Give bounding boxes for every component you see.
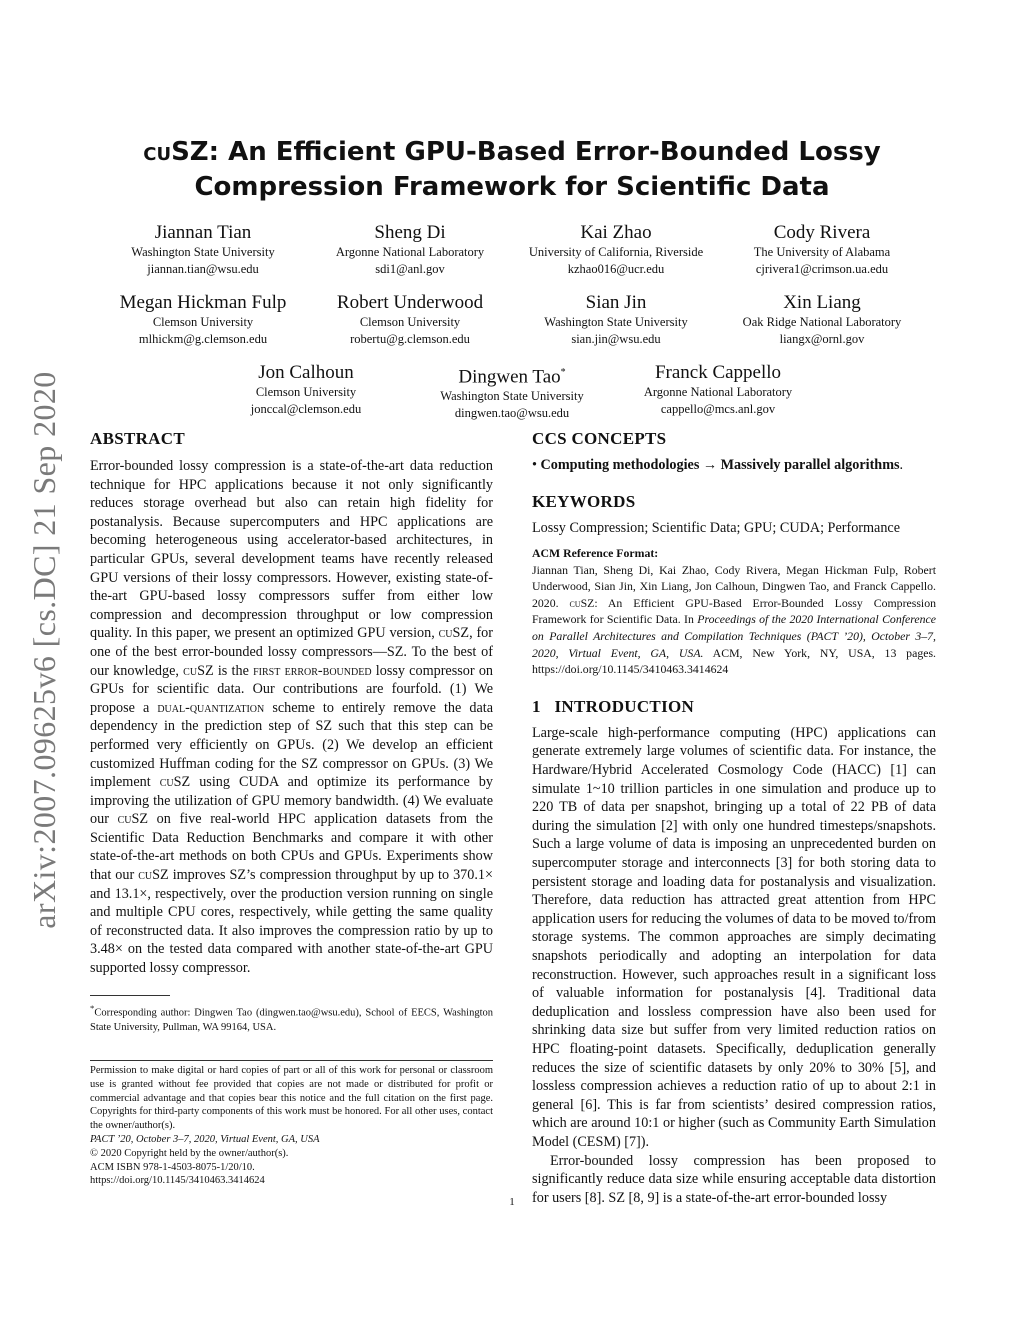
author-email[interactable]: sian.jin@wsu.edu <box>571 332 661 346</box>
footnote-text: Corresponding author: Dingwen Tao (dingwen.tao@wsu.edu), School of EECS, Washington State University, Pullman, WA 99164, USA. <box>90 1007 493 1033</box>
author-affiliation: Clemson University <box>152 315 254 329</box>
abstract-fragment: scheme to entirely remove the data dependency in the prediction step of SZ such that this step can be performed very efficiently on GPUs. (2) We develop an efficient customized Huffman coding for the SZ compressor on GPUs. (3) We implement <box>90 699 493 791</box>
author-email[interactable]: robertu@g.clemson.edu <box>350 332 470 346</box>
introduction-paragraph: Error-bounded lossy compression has been proposed to significantly reduce data size while ensuring acceptable data distortion for users [8]. SZ [8, 9] is a state-of-the-art error-bounded lossy <box>532 1152 936 1206</box>
doi-link[interactable]: https://doi.org/10.1145/3410463.3414624 <box>90 1175 265 1187</box>
abstract-fragment: on five real-world HPC application datasets from the Scientific Data Reduction Benchmarks and compare it with other state-of-the-art methods on both CPUs and GPUs. Experiments show that our <box>90 811 493 884</box>
ccs-item: Computing methodologies → Massively parallel algorithms <box>540 457 900 473</box>
cusz-name: cuSZ <box>569 595 595 610</box>
author-email[interactable]: cappello@mcs.anl.gov <box>660 402 776 416</box>
author-affiliation: The University of Alabama <box>753 245 891 259</box>
permission-text: Permission to make digital or hard copies of part or all of this work for personal or classroom use is granted without fee provided that copies are not made or distributed for profit or commercial advantage and that copies bear this notice and the full citation on the first page. Copyrights for third-party components of this work must be honored. For all other uses, contact the owner/author(s). <box>90 1065 493 1132</box>
left-column <box>90 428 493 978</box>
author-block <box>593 362 843 418</box>
acm-reference-fragment: : An Efficient GPU-Based Error-Bounded Lossy Compression Framework for Scientific Data. In <box>532 595 936 627</box>
cusz-name: cuSZ <box>438 625 470 642</box>
author-name: Kai Zhao <box>580 222 652 243</box>
author-block <box>697 292 947 348</box>
cusz-name: cuSZ <box>117 811 149 828</box>
page-number: 1 <box>509 1196 515 1208</box>
author-affiliation: Clemson University <box>359 315 461 329</box>
ccs-bullet: • <box>532 457 537 473</box>
keywords-heading: KEYWORDS <box>532 491 636 511</box>
abstract-fragment: Error-bounded lossy compression is a state-of-the-art data reduction technique for HPC applications because it not only significantly reduces storage overhead but also can retain high fidelity for postanalysis. Because supercomputers and HPC applications are becoming heterogeneous using accelerator-based architectures, in particular GPUs, several development teams have recently released GPU versions of their lossy compressors. However, existing state-of-the-art GPU-based lossy compressors suffer from either low compression and decompression throughput or low compression quality. In this paper, we present an optimized GPU version, <box>90 458 493 642</box>
first-error-bounded-term: first error-bounded <box>253 662 372 679</box>
section-number: 1 <box>532 696 541 716</box>
corresponding-author-mark: * <box>560 367 566 378</box>
keywords-text: Lossy Compression; Scientific Data; GPU; CUDA; Performance <box>532 519 901 536</box>
author-affiliation: Oak Ridge National Laboratory <box>742 315 902 329</box>
author-affiliation: Washington State University <box>131 245 275 259</box>
author-name: Xin Liang <box>783 292 861 313</box>
author-name: Franck Cappello <box>654 362 782 383</box>
cusz-name: cuSZ <box>159 774 191 791</box>
acm-reference-proceedings: Proceedings of the 2020 International Conference on Parallel Architectures and Compilation Techniques (PACT ’20), October 3–7, 2020, Virtual Event, GA, USA. <box>532 612 937 660</box>
author-affiliation: Washington State University <box>440 389 584 404</box>
author-name: Sheng Di <box>374 222 446 243</box>
arxiv-stamp <box>20 350 68 950</box>
abstract-text <box>90 457 493 978</box>
ccs-concepts <box>532 456 936 475</box>
section-title: INTRODUCTION <box>554 696 695 716</box>
introduction-paragraph: Large-scale high-performance computing (HPC) applications can generate extremely large volumes of scientific data. For instance, the Hardware/Hybrid Accelerated Cosmology Code (HACC) [1] can simulate 1~10 trillion particles in one simulation and produce up to 220 TB of data per snapshot, bringing up a total of 22 PB of data during the simulation [2] with only one hundred timesteps/snapshots. Such a large volume of data is imposing an unprecedented burden on supercomputer storage and interconnects [3] for both storing data to persistent storage and loading data for postanalysis and visualization. Therefore, data reduction has attracted great attention from HPC application users for reducing the volumes of data to be moved to/from storage systems. The common approaches are simply decimating snapshots periodically and adopting an interpolation for data reconstruction. However, such approaches result in a significant loss of valuable information for postanalysis [4]. Traditional data deduplication and lossless compression have also been used for shrinking data size but suffer from very limited reduction ratios on HPC floating-point datasets. Specifically, deduplication generally reduces the size of scientific datasets by only 20% to 30% [5], and lossless compression achieves a reduction ratio of up to about 2:1 in general [6]. This is far from scientists’ desired compression ratios, which are around 10:1 or higher (such as Community Earth Simulation Model (CESM) [7]). <box>532 724 936 1150</box>
author-email[interactable]: mlhickm@g.clemson.edu <box>138 332 268 346</box>
venue-line: PACT ’20, October 3–7, 2020, Virtual Event, GA, USA <box>90 1133 320 1145</box>
author-affiliation: Clemson University <box>255 385 357 399</box>
corresponding-author-footnote <box>90 1001 493 1035</box>
author-block <box>697 222 947 278</box>
acm-reference-heading: ACM Reference Format: <box>532 546 659 561</box>
author-email[interactable]: kzhao016@ucr.edu <box>567 262 665 276</box>
acm-reference-text <box>532 562 936 678</box>
abstract-fragment: is the <box>213 662 254 679</box>
ccs-heading: CCS CONCEPTS <box>532 429 667 448</box>
author-name: Jiannan Tian <box>154 222 252 243</box>
author-email[interactable]: sdi1@anl.gov <box>375 262 445 276</box>
author-name: Robert Underwood <box>336 292 484 313</box>
abstract-fragment: lossy compressor on GPUs for scientific data. Our contributions are fourfold. (1) We propose a <box>90 662 494 716</box>
ccs-end: . <box>899 457 904 473</box>
title-prefix: cu <box>143 137 172 167</box>
arxiv-identifier: arXiv:2007.09625v6 [cs.DC] 21 Sep 2020 <box>26 371 62 929</box>
right-column <box>532 428 936 1207</box>
author-email[interactable]: jiannan.tian@wsu.edu <box>147 262 259 276</box>
cusz-name: cuSZ <box>183 662 214 679</box>
permission-block <box>90 1064 493 1188</box>
author-email[interactable]: jonccal@clemson.edu <box>250 402 362 416</box>
title-line-1-text: SZ: An Efficient GPU-Based Error-Bounded Lossy <box>171 137 881 167</box>
isbn-line: ACM ISBN 978-1-4503-8075-1/20/10. <box>90 1161 255 1173</box>
footnote-divider <box>90 995 170 996</box>
abstract-fragment: , for one of the best error-bounded lossy compressors—SZ. To the best of our knowledge, <box>90 625 493 679</box>
acm-reference-fragment: ACM, New York, NY, USA, 13 pages. https://doi.org/10.1145/3410463.3414624 <box>532 645 936 677</box>
title-line-2: Compression Framework for Scientific Data <box>194 172 830 202</box>
author-affiliation: Washington State University <box>544 315 688 329</box>
author-name: Cody Rivera <box>773 222 871 243</box>
author-affiliation: Argonne National Laboratory <box>643 385 793 399</box>
author-name: Jon Calhoun <box>258 362 354 383</box>
author-email[interactable]: cjrivera1@crimson.ua.edu <box>755 262 889 276</box>
author-email[interactable]: dingwen.tao@wsu.edu <box>454 406 570 421</box>
dual-quantization-term: dual-quantization <box>157 699 265 716</box>
title-line-1 <box>100 135 924 170</box>
author-affiliation: Argonne National Laboratory <box>335 245 485 259</box>
author-affiliation: University of California, Riverside <box>528 245 704 259</box>
copyright-line: © 2020 Copyright held by the owner/author(s). <box>90 1147 289 1159</box>
abstract-heading: ABSTRACT <box>90 429 185 448</box>
abstract-fragment: improves SZ’s compression throughput by up to 370.1× and 13.1×, respectively, over the production version running on single and multiple CPU cores, respectively, while getting the same quality of reconstructed data. It also improves the compression ratio by up to 3.48× on the tested data compared with another state-of-the-art GPU supported lossy compressor. <box>90 867 493 977</box>
author-name: Megan Hickman Fulp <box>119 292 287 313</box>
author-email[interactable]: liangx@ornl.gov <box>779 332 865 346</box>
footnote-mark: * <box>90 1003 95 1013</box>
acm-reference-fragment: Jiannan Tian, Sheng Di, Kai Zhao, Cody Rivera, Megan Hickman Fulp, Robert Underwood, Sian Jin, Xin Liang, Jon Calhoun, Dingwen Tao, and Franck Cappello. 2020. <box>532 562 936 610</box>
author-name: Sian Jin <box>585 292 647 313</box>
paper-title <box>100 135 924 205</box>
abstract-fragment: using CUDA and optimize its performance by improving the utilization of GPU memory bandwidth. (4) We evaluate our <box>90 774 493 828</box>
introduction-heading <box>532 696 936 718</box>
permission-divider <box>90 1060 493 1061</box>
cusz-name: cuSZ <box>138 867 169 884</box>
author-name: Dingwen Tao <box>458 366 561 388</box>
